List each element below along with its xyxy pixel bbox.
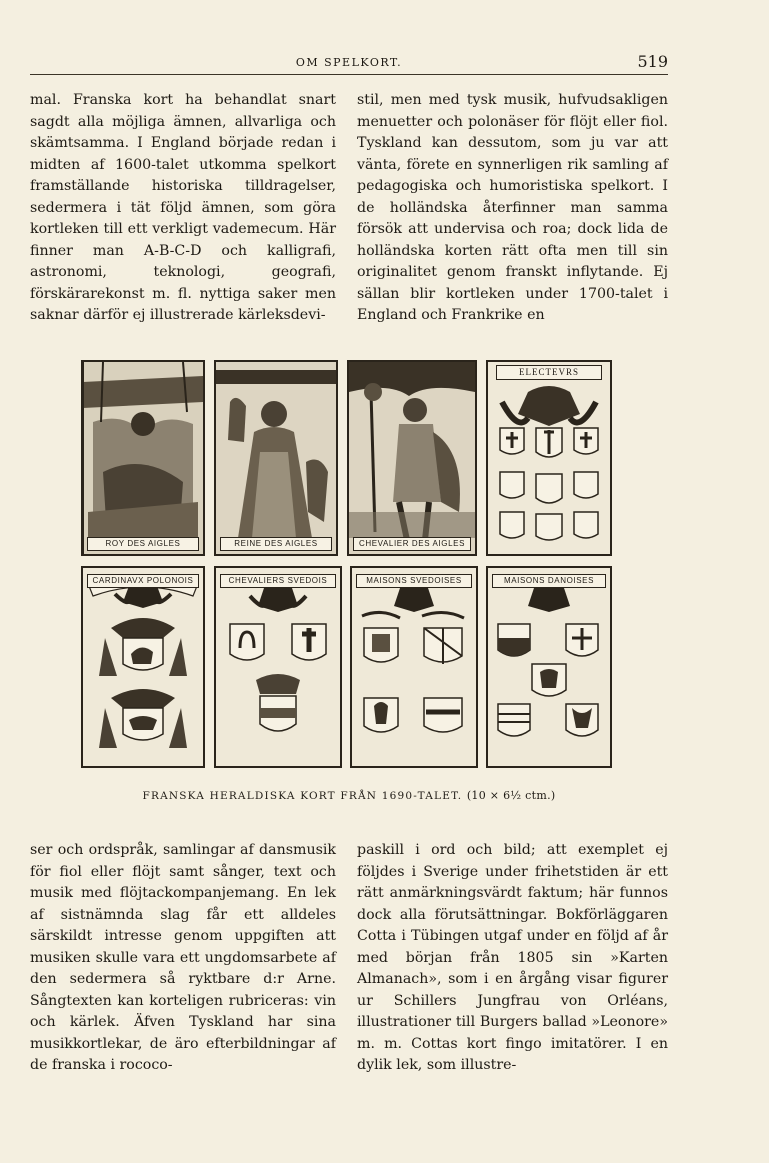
card-label: MAISONS SVEDOISES [356,574,472,588]
card-label: REINE DES AIGLES [220,537,332,551]
knight-figure-illustration [349,362,475,554]
card-maisons-svedoises [350,566,478,768]
card-electevrs [486,360,612,556]
card-label: CHEVALIERS SVEDOIS [220,574,336,588]
card-label: CARDINAVX POLONOIS [87,574,199,588]
queen-figure-illustration [216,362,336,554]
card-label: MAISONS DANOISES [492,574,606,588]
caption-text: FRANSKA HERALDISKA KORT FRÅN 1690-TALET. [142,790,463,802]
king-figure-illustration [83,362,203,554]
electors-arms-illustration [488,362,610,554]
card-cardinaux-polonois [81,566,205,768]
card-chevalier-des-aigles [347,360,477,556]
card-chevaliers-svedois [214,566,342,768]
cardinal-arms-illustration [83,568,203,766]
text-column-bottom-right [357,840,668,1077]
swedish-knights-arms-illustration [216,568,340,766]
caption-dimensions: (10 × 6½ ctm.) [466,789,556,802]
card-reine-des-aigles [214,360,338,556]
card-maisons-danoises [486,566,612,768]
running-title: OM SPELKORT. [295,56,403,69]
paragraph: ser och ordspråk, samlingar af dansmusik för fiol eller flöjt samt sånger, text och musik med flöjtackompanjemang. En lek af sistnämnda slag får ett alldeles särskildt intresse genom uppgiften att musiken skulle vara ett ungdomsarbete af den sedermera så ryktbare d:r Arne. Sångtexten kan korteligen rubriceras: vin och kärlek. Äfven Tyskland har sina musikkortlekar, de äro efterbildningar af de franska i rococo- [30,842,336,1073]
paragraph: paskill i ord och bild; att exemplet ej följdes i Sverige under frihetstiden är ett rätt anmärkningsvärdt faktum; här funnos dock alla förutsättningar. Bokförläggaren Cotta i Tübingen utgaf under en följd af år med början från 1805 sin »Karten Almanach», som i en årgång visar figurer ur Schillers Jungfrau von Orléans, illustrationer till Burgers ballad »Leonore» m. m. Cottas kort fingo imitatörer. I en dylik lek, som illustre- [357,842,668,1073]
card-plate [78,356,616,770]
page-header [30,52,668,74]
danish-houses-arms-illustration [488,568,610,766]
card-label: CHEVALIER DES AIGLES [353,537,471,551]
card-roy-des-aigles [81,360,205,556]
page-number: 519 [637,52,668,71]
text-column-top-left [30,90,336,327]
card-banner: ELECTEVRS [496,365,602,380]
text-column-top-right [357,90,668,327]
figure-caption [30,789,668,802]
text-column-bottom-left [30,840,336,1077]
swedish-houses-arms-illustration [352,568,476,766]
paragraph: stil, men med tysk musik, hufvudsakligen menuetter och polonäser för flöjt eller fiol. Tyskland kan dessutom, som ju var att vänta, förete en synnerligen rik samling af pedagogiska och humoristiska spelkort. I de holländska återfinner man samma försök att undervisa och roa; dock lida de holländska korten rätt ofta men till sin originalitet genom franskt inflytande. Ej sällan blir kortleken under 1700-talet i England och Frankrike en [357,92,668,323]
header-rule [30,74,668,75]
paragraph: mal. Franska kort ha behandlat snart sagdt alla möjliga ämnen, allvarliga och skämtsamma. I England började redan i midten af 1600-talet utkomma spelkort framställande historiska tilldragelser, sedermera i tät följd ämnen, som göra kortleken till ett verkligt vademecum. Här finner man A-B-C-D och kalligrafi, astronomi, teknologi, geografi, förskärarekonst m. fl. nyttiga saker men saknar därför ej illustrerade kärleksdevi- [30,92,336,323]
card-label: ROY DES AIGLES [87,537,199,551]
